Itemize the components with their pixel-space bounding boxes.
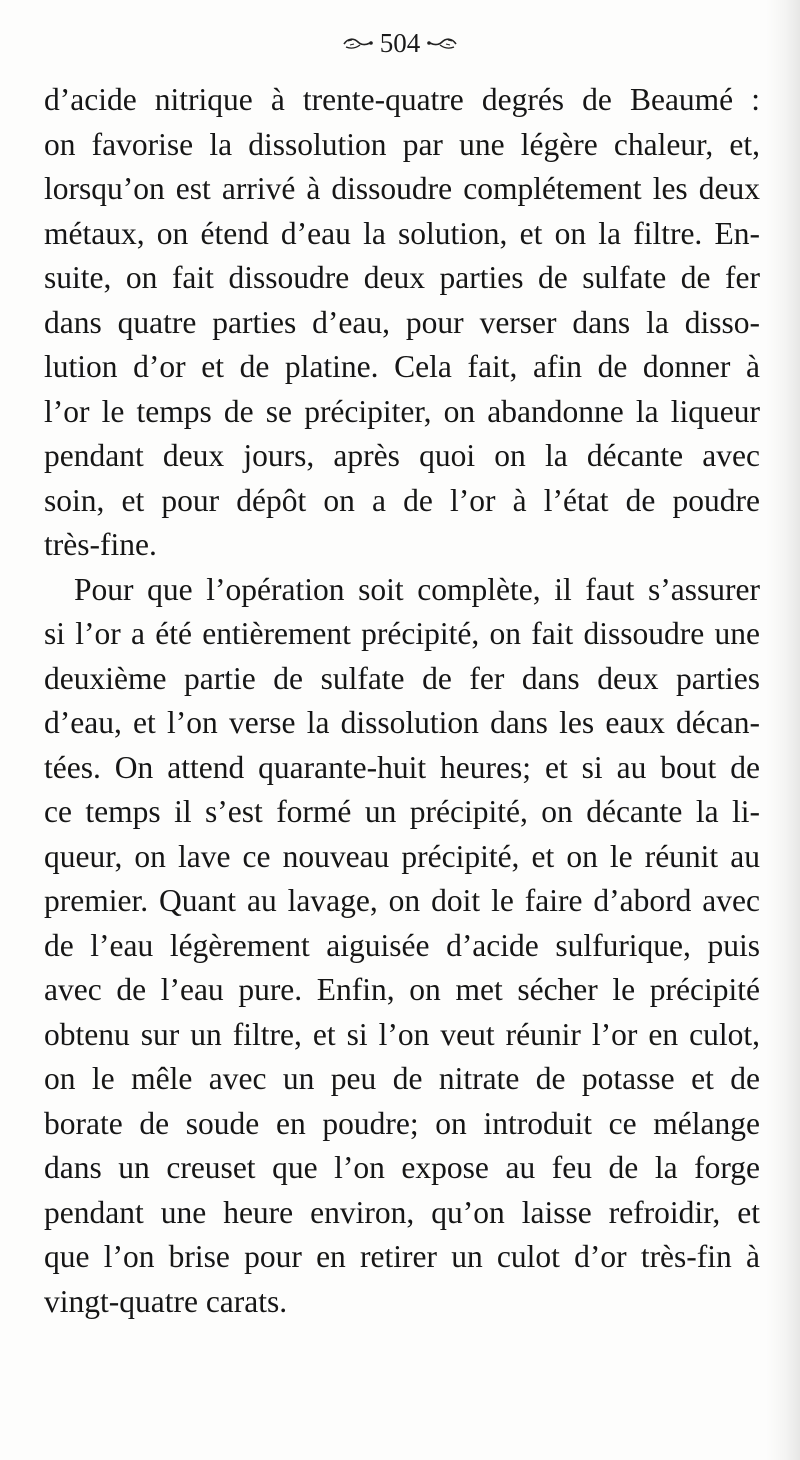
text-line: on le mêle avec un peu de nitrate de potasse et de: [44, 1061, 760, 1096]
text-line: avec de l’eau pure. Enfin, on met sécher le précipité: [44, 972, 760, 1007]
text-line: vingt-quatre carats.: [44, 1283, 288, 1319]
text-line: dans un creuset que l’on expose au feu de la forge: [44, 1150, 760, 1185]
text-line: d’acide nitrique à trente-quatre degrés de Beaumé :: [44, 82, 760, 117]
text-line: d’eau, et l’on verse la dissolution dans les eaux décan-: [44, 705, 760, 740]
text-line: que l’on brise pour en retirer un culot d’or très-fin à: [44, 1239, 760, 1274]
text-line: si l’or a été entièrement précipité, on fait dissoudre une: [44, 616, 760, 651]
text-line: soin, et pour dépôt on a de l’or à l’état de poudre: [44, 482, 760, 518]
text-line: dans quatre parties d’eau, pour verser dans la disso-: [44, 304, 760, 340]
page-header: [0, 28, 800, 59]
text-line: de l’eau légèrement aiguisée d’acide sulfurique, puis: [44, 927, 760, 963]
text-line: tées. On attend quarante-huit heures; et si au bout de: [44, 749, 760, 785]
paragraph-2: [44, 568, 760, 1325]
text-line: deuxième partie de sulfate de fer dans deux parties: [44, 660, 760, 696]
text-line: on favorise la dissolution par une légère chaleur, et,: [44, 126, 760, 162]
text-line: borate de soude en poudre; on introduit ce mélange: [44, 1105, 760, 1141]
left-ornament-icon: [342, 36, 374, 52]
right-ornament-icon: [426, 36, 458, 52]
text-line: très-fine.: [44, 527, 157, 562]
text-line: lorsqu’on est arrivé à dissoudre complétement les deux: [44, 171, 760, 206]
page-number: 504: [379, 28, 421, 58]
text-line: ce temps il s’est formé un précipité, on décante la li-: [44, 794, 760, 829]
text-line: queur, on lave ce nouveau précipité, et on le réunit au: [44, 838, 760, 874]
text-line: métaux, on étend d’eau la solution, et on la filtre. En-: [44, 215, 760, 251]
text-line: lution d’or et de platine. Cela fait, afin de donner à: [44, 349, 760, 384]
text-line: obtenu sur un filtre, et si l’on veut réunir l’or en culot,: [44, 1016, 760, 1052]
text-line: l’or le temps de se précipiter, on abandonne la liqueur: [44, 393, 760, 429]
text-line: pendant deux jours, après quoi on la décante avec: [44, 438, 760, 473]
text-line: suite, on fait dissoudre deux parties de sulfate de fer: [44, 260, 760, 295]
body-text: [44, 78, 760, 1324]
text-line: Pour que l’opération soit complète, il faut s’assurer: [74, 571, 760, 607]
paragraph-1: [44, 78, 760, 568]
text-line: premier. Quant au lavage, on doit le faire d’abord avec: [44, 883, 760, 918]
page-edge-shadow: [766, 0, 800, 1460]
text-line: pendant une heure environ, qu’on laisse refroidir, et: [44, 1194, 760, 1230]
